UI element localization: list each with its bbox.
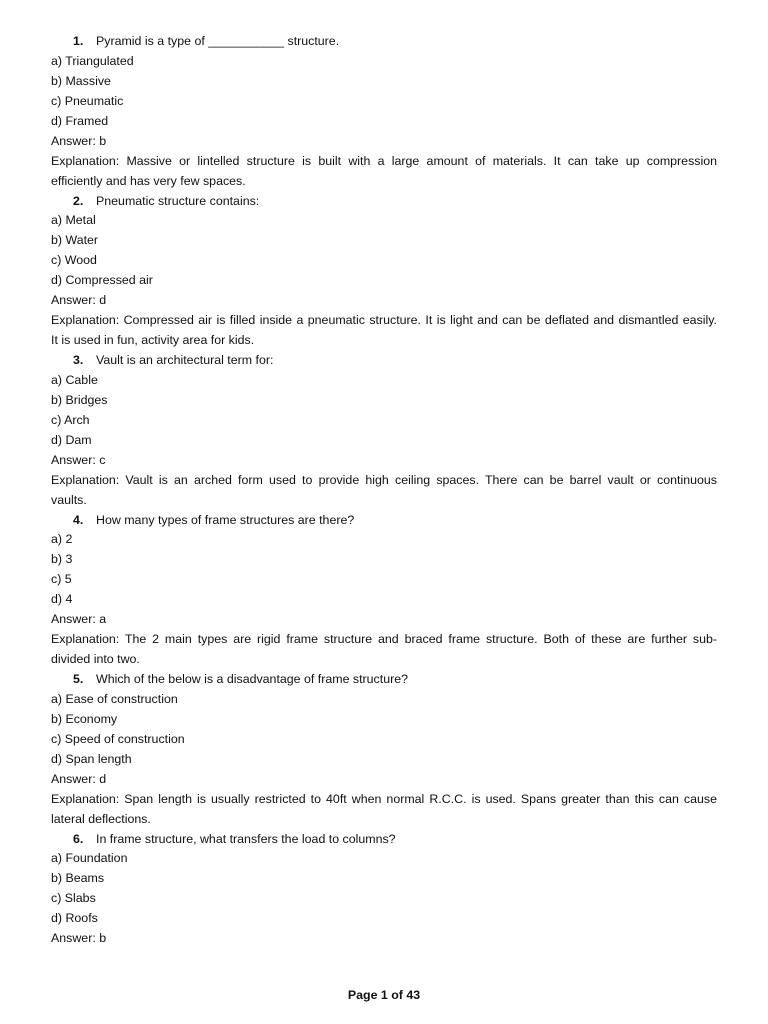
question-line	[51, 830, 717, 850]
explanation-line: Explanation: Compressed air is filled inside a pneumatic structure. It is light and can be deflated and dismantled easily.	[51, 313, 717, 328]
explanation-line: Explanation: Vault is an arched form used to provide high ceiling spaces. There can be barrel vault or continuous	[51, 472, 717, 487]
option-d: d) Compressed air	[51, 273, 153, 288]
option-a: a) Ease of construction	[51, 691, 178, 706]
option-d: d) Roofs	[51, 911, 98, 926]
option-a: a) Foundation	[51, 851, 128, 866]
question-text: Vault is an architectural term for:	[96, 353, 274, 367]
answer-line: Answer: b	[51, 931, 107, 946]
question-block	[51, 511, 717, 671]
question-line	[51, 670, 717, 690]
option-a: a) Metal	[51, 213, 96, 228]
explanation-line: efficiently and has very few spaces.	[51, 173, 246, 188]
option-d: d) 4	[51, 592, 73, 607]
option-c: c) Pneumatic	[51, 93, 124, 108]
question-block	[51, 830, 717, 950]
question-text: In frame structure, what transfers the load to columns?	[96, 831, 396, 846]
option-d: d) Dam	[51, 432, 92, 447]
question-line	[51, 32, 717, 52]
question-number: 3.	[73, 353, 84, 367]
option-a: a) 2	[51, 532, 73, 547]
explanation-line: Explanation: Span length is usually restricted to 40ft when normal R.C.C. is used. Spans greater than this can cause	[51, 791, 717, 806]
question-number: 6.	[73, 831, 84, 846]
question-block	[51, 351, 717, 511]
question-text: Pneumatic structure contains:	[96, 193, 260, 208]
option-b: b) Bridges	[51, 392, 108, 407]
explanation-line: lateral deflections.	[51, 811, 151, 826]
option-c: c) Slabs	[51, 891, 96, 906]
question-text: Pyramid is a type of ___________ structure.	[96, 34, 340, 48]
option-d: d) Framed	[51, 113, 109, 128]
option-a: a) Triangulated	[51, 53, 134, 68]
answer-line: Answer: a	[51, 612, 107, 627]
option-b: b) 3	[51, 552, 73, 567]
answer-line: Answer: b	[51, 133, 107, 148]
answer-line: Answer: d	[51, 771, 107, 786]
explanation-line: Explanation: Massive or lintelled structure is built with a large amount of materials. It can take up compression	[51, 153, 717, 168]
option-b: b) Beams	[51, 871, 105, 886]
option-c: c) Wood	[51, 253, 97, 268]
option-b: b) Economy	[51, 711, 118, 726]
question-block	[51, 670, 717, 830]
question-number: 5.	[73, 672, 84, 686]
option-b: b) Water	[51, 233, 99, 248]
question-block	[51, 192, 717, 352]
question-text: How many types of frame structures are there?	[96, 512, 355, 527]
question-line	[51, 511, 717, 531]
option-d: d) Span length	[51, 751, 132, 766]
explanation-line: divided into two.	[51, 652, 140, 667]
question-line	[51, 351, 717, 371]
option-a: a) Cable	[51, 372, 98, 387]
question-number: 2.	[73, 193, 84, 208]
question-line	[51, 192, 717, 212]
question-number: 4.	[73, 512, 84, 527]
option-c: c) Speed of construction	[51, 731, 185, 746]
question-text: Which of the below is a disadvantage of frame structure?	[96, 672, 408, 686]
option-c: c) Arch	[51, 412, 90, 427]
option-c: c) 5	[51, 572, 72, 587]
question-block	[51, 32, 717, 192]
explanation-line: Explanation: The 2 main types are rigid frame structure and braced frame structure. Both of these are further sub-	[51, 632, 717, 647]
explanation-line: It is used in fun, activity area for kids.	[51, 333, 255, 348]
answer-line: Answer: c	[51, 452, 106, 467]
answer-line: Answer: d	[51, 293, 107, 308]
page-footer: Page 1 of 43	[347, 988, 421, 1002]
question-number: 1.	[73, 34, 84, 48]
option-b: b) Massive	[51, 73, 111, 88]
explanation-line: vaults.	[51, 492, 87, 507]
quiz-content	[51, 32, 717, 949]
